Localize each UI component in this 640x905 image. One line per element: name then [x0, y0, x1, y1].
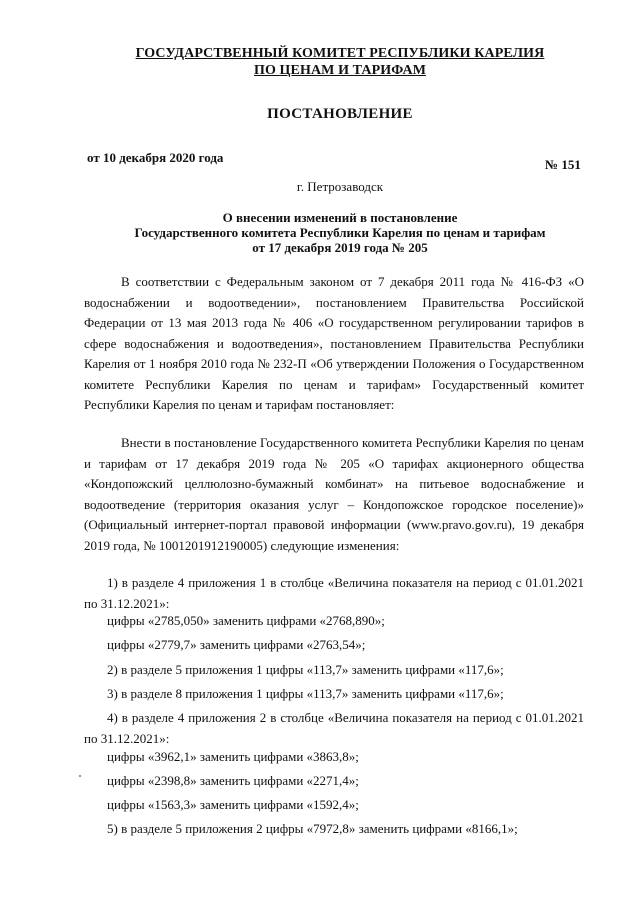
scan-speck — [79, 775, 81, 777]
list-item-1b: цифры «2779,7» заменить цифрами «2763,54»; — [107, 637, 366, 652]
list-item-3: 3) в разделе 8 приложения 1 цифры «113,7» заменить цифрами «117,6»; — [107, 686, 504, 701]
list-item-4: 4) в разделе 4 приложения 2 в столбце «Величина показателя на период с 01.01.2021 по 31.12.2021»: — [84, 710, 584, 746]
list-item-1: 1) в разделе 4 приложения 1 в столбце «Величина показателя на период с 01.01.2021 по 31.12.2021»: — [84, 575, 584, 611]
title-line2: Государственного комитета Республики Карелия по ценам и тарифам — [134, 225, 546, 240]
list-item-4b: цифры «2398,8» заменить цифрами «2271,4»; — [107, 773, 359, 788]
document-number: № 151 — [545, 157, 581, 172]
document-city: г. Петрозаводск — [296, 179, 384, 194]
document-type: ПОСТАНОВЛЕНИЕ — [267, 106, 413, 122]
list-item-4c: цифры «1563,3» заменить цифрами «1592,4»; — [107, 797, 359, 812]
list-item-5: 5) в разделе 5 приложения 2 цифры «7972,8» заменить цифрами «8166,1»; — [107, 821, 518, 836]
title-line3: от 17 декабря 2019 года № 205 — [252, 240, 428, 255]
title-line1: О внесении изменений в постановление — [222, 210, 458, 225]
intro-text: Внести в постановление Государственного комитета Республики Карелия по ценам и тарифам от 17 декабря 2019 года № 205 «О тарифах акционерного общества «Кондопожский целлюлозно-бумажный комбинат» на питьевое водоснабжение и водоотведение (территория оказания услуг – Кондопожское городское поселение)» (Официальный интернет-портал правовой информации (www.pravo.gov.ru), 19 декабря 2019 года, № 1001201912190005) следующие изменения: — [84, 435, 584, 553]
list-item-4a: цифры «3962,1» заменить цифрами «3863,8»; — [107, 749, 359, 764]
issuer-name-line1: ГОСУДАРСТВЕННЫЙ КОМИТЕТ РЕСПУБЛИКИ КАРЕЛИЯ — [135, 46, 545, 61]
list-item-2: 2) в разделе 5 приложения 1 цифры «113,7» заменить цифрами «117,6»; — [107, 662, 504, 677]
preamble-paragraph — [84, 272, 584, 416]
issuer-name-line2: ПО ЦЕНАМ И ТАРИФАМ — [253, 63, 427, 78]
preamble-text: В соответствии с Федеральным законом от 7 декабря 2011 года № 416-ФЗ «О водоснабжении и водоотведении», постановлением Правительства Российской Федерации от 13 мая 2013 года № 406 «О государственном регулировании тарифов в сфере водоснабжения и водоотведения», постановлением Правительства Республики Карелия от 1 ноября 2010 года № 232-П «Об утверждении Положения о Государственном комитете Республики Карелия по ценам и тарифам» Государственный комитет Республики Карелия по ценам и тарифам постановляет: — [84, 274, 584, 412]
intro-paragraph — [84, 433, 584, 556]
document-title — [90, 210, 590, 255]
document-date: от 10 декабря 2020 года — [87, 150, 224, 165]
list-item-1a: цифры «2785,050» заменить цифрами «2768,890»; — [107, 613, 385, 628]
